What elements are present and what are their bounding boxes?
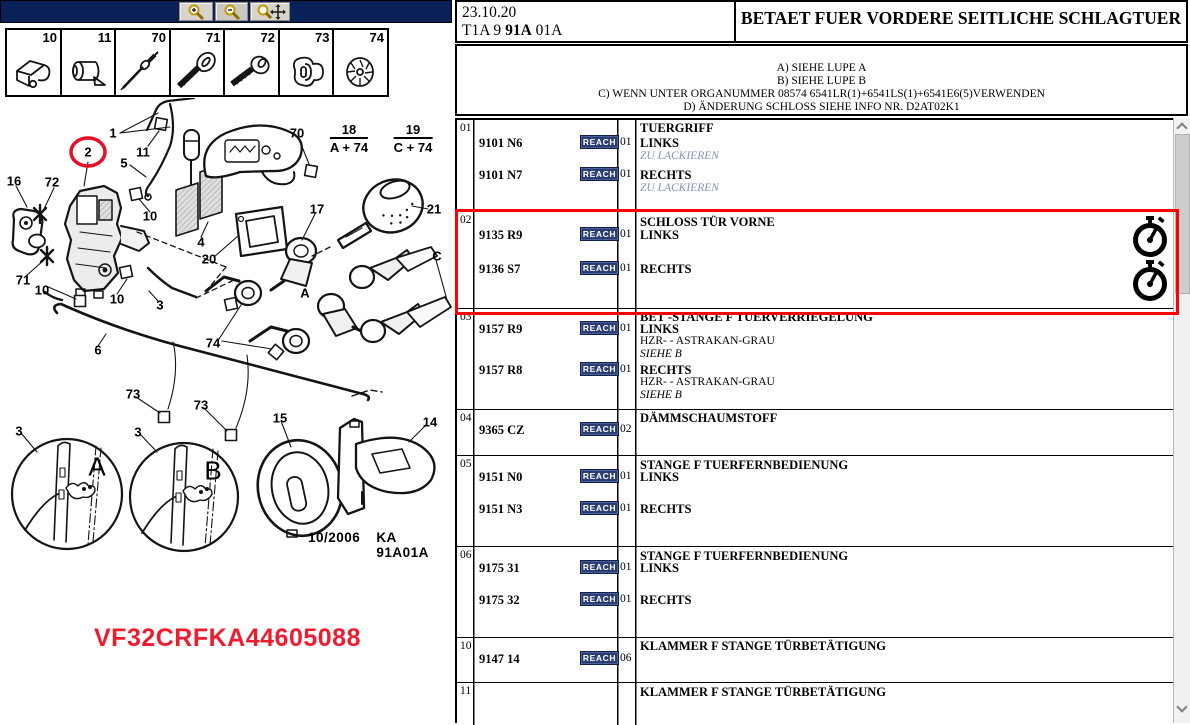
- reach-button[interactable]: REACH: [580, 560, 619, 574]
- variant-label-a: A: [300, 285, 310, 301]
- part-label-11[interactable]: 11: [136, 144, 150, 160]
- part-label-5[interactable]: 5: [120, 155, 128, 171]
- part-title: DÄMMSCHAUMSTOFF: [640, 411, 778, 425]
- part-qty: 01: [620, 322, 632, 334]
- fraction-bar: [394, 137, 433, 139]
- part-number: 9101 N6: [479, 136, 523, 150]
- scrollbar-thumb[interactable]: [1175, 134, 1190, 294]
- part-note: HZR- - ASTRAKAN-GRAU: [640, 335, 775, 347]
- thumbnail-number: 70: [151, 30, 166, 45]
- row-pos: 05: [460, 458, 472, 470]
- handle-bezel: [249, 432, 351, 543]
- scroll-up-arrow-icon[interactable]: [1176, 122, 1187, 133]
- reach-button[interactable]: REACH: [580, 167, 619, 181]
- door-lock-actuator: [65, 186, 149, 298]
- part-qty: 06: [620, 652, 632, 664]
- part-side: LINKS: [640, 561, 679, 575]
- part-qty: 01: [620, 502, 632, 514]
- thumbnail-number: 71: [206, 30, 221, 45]
- row-pos: 10: [460, 640, 472, 652]
- thumbnail-number: 10: [42, 30, 57, 45]
- part-qty: 01: [620, 561, 632, 573]
- screw-icon: [172, 50, 222, 94]
- part-label-20[interactable]: 20: [201, 251, 217, 267]
- part-label-3[interactable]: 3: [156, 297, 164, 313]
- diagram-pane: [0, 0, 452, 723]
- row-pos: 11: [460, 685, 472, 697]
- row-pos: 06: [460, 549, 472, 561]
- part-label-70[interactable]: 70: [289, 125, 305, 141]
- part-qty: 01: [620, 136, 632, 148]
- part-label-3[interactable]: 3: [134, 424, 142, 440]
- callout-19-c74[interactable]: [394, 123, 433, 154]
- lock-bracket: [236, 207, 287, 256]
- callout-top: 19: [405, 122, 421, 137]
- table-row-01[interactable]: [457, 120, 1173, 212]
- part-note: HZR- - ASTRAKAN-GRAU: [640, 376, 775, 388]
- part-title: KLAMMER F STANGE TÜRBETÄTIGUNG: [640, 685, 886, 699]
- diagram-caption: [308, 530, 452, 560]
- reach-button[interactable]: REACH: [580, 422, 619, 436]
- part-label-10[interactable]: 10: [109, 291, 125, 307]
- part-note: ZU LACKIEREN: [640, 150, 719, 162]
- row-pos: 04: [460, 412, 472, 424]
- grommet-icon: [281, 50, 331, 94]
- part-label-14[interactable]: 14: [422, 414, 438, 430]
- callout-18-a74[interactable]: [330, 123, 368, 154]
- reach-button[interactable]: REACH: [580, 592, 619, 606]
- part-side: RECHTS: [640, 168, 692, 182]
- part-qty: 01: [620, 470, 632, 482]
- part-label-17[interactable]: 17: [309, 201, 325, 217]
- stopwatch-icon: [1133, 260, 1167, 302]
- note-line: D) ÄNDERUNG SCHLOSS SIEHE INFO NR. D2AT02K1: [683, 101, 960, 113]
- lupe-letter-b: B: [204, 455, 222, 486]
- part-qty: 01: [620, 262, 632, 274]
- part-number: 9175 31: [479, 561, 520, 575]
- part-note: SIEHE B: [640, 389, 682, 401]
- exploded-view-diagram: [0, 98, 452, 563]
- thumbnail-part-74[interactable]: [332, 28, 389, 97]
- zoom-pan-magnifier-icon: [254, 4, 286, 21]
- part-label-71[interactable]: 71: [15, 272, 31, 288]
- reach-button[interactable]: REACH: [580, 501, 619, 515]
- part-label-73[interactable]: 73: [193, 397, 209, 413]
- thumbnail-number: 72: [260, 30, 275, 45]
- part-title: STANGE F TUERFERNBEDIENUNG: [640, 458, 849, 472]
- table-row-06[interactable]: [457, 547, 1173, 638]
- page-title: BETAET FUER VORDERE SEITLICHE SCHLAGTUER: [736, 0, 1188, 43]
- table-row-11[interactable]: [457, 683, 1173, 725]
- part-side: LINKS: [640, 136, 679, 150]
- part-label-10[interactable]: 10: [142, 208, 158, 224]
- table-row-02-selected[interactable]: [457, 212, 1173, 309]
- part-qty: 01: [620, 228, 632, 240]
- reach-button[interactable]: REACH: [580, 261, 619, 275]
- detail-lupe-b: [130, 443, 238, 551]
- part-side: RECHTS: [640, 363, 692, 377]
- key: [338, 172, 430, 248]
- table-row-03[interactable]: [457, 309, 1173, 410]
- part-number: 9365 CZ: [479, 423, 525, 437]
- part-title: TUERGRIFF: [640, 121, 714, 135]
- part-side: RECHTS: [640, 262, 692, 276]
- row-pos: 02: [460, 214, 472, 226]
- caption-date: 10/2006: [308, 530, 361, 545]
- thumbnail-part-71[interactable]: [169, 28, 226, 97]
- header-date-cell: [455, 0, 736, 43]
- part-number: 9135 R9: [479, 228, 523, 242]
- part-side: LINKS: [640, 228, 679, 242]
- parts-table: [455, 118, 1174, 723]
- fastener-thumbnail-strip: [5, 28, 387, 97]
- zoom-in-button[interactable]: [179, 2, 213, 21]
- row-pos: 03: [460, 311, 472, 323]
- parts-list-pane: [455, 0, 1190, 723]
- variant-label-c: C: [432, 248, 442, 264]
- screw-icon: [226, 50, 276, 94]
- part-label-4[interactable]: 4: [197, 234, 205, 250]
- lupe-letter-a: A: [88, 451, 106, 482]
- part-label-10[interactable]: 10: [34, 282, 50, 298]
- part-side: LINKS: [640, 470, 679, 484]
- part-number: 9101 N7: [479, 168, 523, 182]
- interior-door-handle: [338, 419, 434, 514]
- part-label-6[interactable]: 6: [94, 342, 102, 358]
- part-number: 9175 32: [479, 593, 520, 607]
- scroll-down-arrow-icon[interactable]: [1176, 701, 1187, 712]
- part-number: 9136 S7: [479, 262, 521, 276]
- cylinder-clip-icon: [63, 50, 113, 94]
- table-row-10[interactable]: [457, 638, 1173, 683]
- callout-bottom: A + 74: [329, 140, 369, 155]
- thumbnail-number: 74: [369, 30, 384, 45]
- part-number: 9157 R9: [479, 322, 523, 336]
- thumbnail-part-70[interactable]: [114, 28, 171, 97]
- part-label-72[interactable]: 72: [44, 174, 60, 190]
- catalog-date: 23.10.20: [462, 4, 517, 21]
- note-line: B) SIEHE LUPE B: [776, 75, 867, 87]
- part-label-3[interactable]: 3: [15, 423, 23, 439]
- thumbnail-part-10[interactable]: [5, 28, 62, 97]
- reach-button[interactable]: REACH: [580, 227, 619, 241]
- notes-box: [455, 44, 1188, 116]
- part-side: LINKS: [640, 322, 679, 336]
- reach-button[interactable]: REACH: [580, 321, 619, 335]
- part-number: 9157 R8: [479, 363, 523, 377]
- part-number: 9151 N0: [479, 470, 523, 484]
- part-label-73[interactable]: 73: [125, 386, 141, 402]
- part-qty: 02: [620, 423, 632, 435]
- reach-button[interactable]: REACH: [580, 135, 619, 149]
- reach-button[interactable]: REACH: [580, 651, 619, 665]
- part-qty: 01: [620, 363, 632, 375]
- exterior-handle-mechanism: [204, 125, 305, 185]
- part-title: BET -STANGE F TUERVERRIEGELUNG: [640, 310, 873, 324]
- thumbnail-number: 73: [315, 30, 330, 45]
- part-label-16[interactable]: 16: [6, 173, 22, 189]
- zoom-out-button[interactable]: [215, 2, 248, 21]
- part-side: RECHTS: [640, 593, 692, 607]
- part-qty: 01: [620, 168, 632, 180]
- part-title: SCHLOSS TÜR VORNE: [640, 215, 775, 229]
- zoom-out-magnifier-icon: [220, 4, 244, 20]
- part-label-2[interactable]: 2: [84, 144, 92, 160]
- callout-top: 18: [341, 122, 357, 137]
- push-nut-washer-icon: [335, 50, 385, 94]
- zoom-in-magnifier-icon: [184, 4, 208, 20]
- reach-button[interactable]: REACH: [580, 362, 619, 376]
- part-qty: 01: [620, 593, 632, 605]
- part-note: ZU LACKIEREN: [640, 182, 719, 194]
- clip-icon: [8, 50, 58, 94]
- table-row-05[interactable]: [457, 456, 1173, 547]
- diagram-toolbar: [0, 0, 452, 23]
- thumbnail-number: 11: [97, 30, 112, 45]
- part-label-74[interactable]: 74: [205, 335, 221, 351]
- part-label-15[interactable]: 15: [272, 410, 288, 426]
- fraction-bar: [330, 137, 368, 139]
- part-note: SIEHE B: [640, 348, 682, 360]
- rivet-pin-icon: [117, 50, 167, 94]
- catalog-code: T1A 9 91A 01A: [462, 22, 563, 39]
- part-title: KLAMMER F STANGE TÜRBETÄTIGUNG: [640, 639, 886, 653]
- thumbnail-part-72[interactable]: [223, 28, 280, 97]
- part-number: 9147 14: [479, 652, 520, 666]
- part-label-1[interactable]: 1: [109, 125, 117, 141]
- part-side: RECHTS: [640, 502, 692, 516]
- actuator-plunger: [184, 130, 199, 186]
- caption-code: KA 91A01A: [376, 530, 429, 560]
- part-label-21[interactable]: 21: [426, 201, 442, 217]
- zoom-pan-button[interactable]: [250, 2, 290, 21]
- table-scrollbar[interactable]: [1173, 118, 1190, 723]
- note-line: A) SIEHE LUPE A: [776, 62, 867, 74]
- part-number: 9151 N3: [479, 502, 523, 516]
- row-pos: 01: [460, 122, 472, 134]
- reach-button[interactable]: REACH: [580, 469, 619, 483]
- callout-bottom: C + 74: [393, 140, 433, 155]
- note-line: C) WENN UNTER ORGANUMMER 08574 6541LR(1)+6541LS(1)+6541E6(5)VERWENDEN: [598, 88, 1045, 100]
- rosette-levers: [206, 277, 309, 353]
- thumbnail-part-11[interactable]: [60, 28, 117, 97]
- table-row-04[interactable]: [457, 410, 1173, 456]
- stopwatch-icon: [1133, 216, 1167, 258]
- vin-number: VF32CRFKA44605088: [94, 624, 361, 652]
- thumbnail-part-73[interactable]: [278, 28, 335, 97]
- part-title: STANGE F TUERFERNBEDIENUNG: [640, 549, 849, 563]
